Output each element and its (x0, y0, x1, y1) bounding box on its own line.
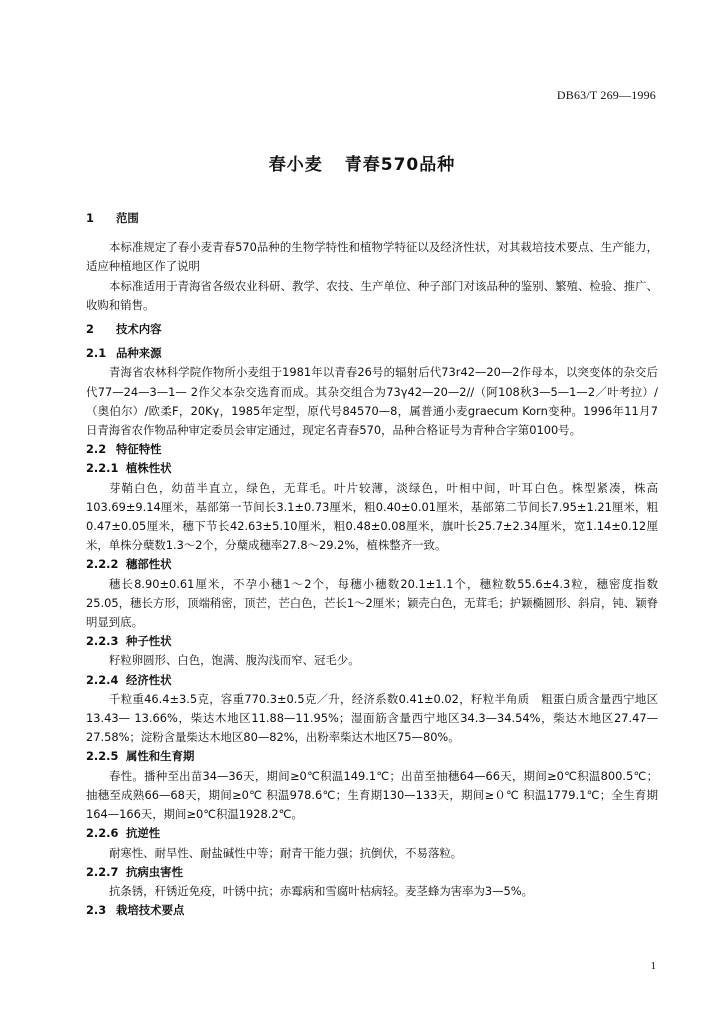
section-2-2-3-heading (86, 632, 658, 651)
section-2-2-5-heading (86, 747, 658, 766)
section-number: 2.2.6 (86, 826, 119, 841)
section-number: 2 (86, 322, 94, 337)
seed-traits-paragraph: 籽粒卵圆形、白色，饱满、腹沟浅而窄、冠毛少。 (109, 653, 360, 668)
section-2-2-2-heading (86, 555, 658, 574)
section-title: 抗病虫害性 (126, 864, 183, 879)
section-number: 2.2.4 (86, 672, 119, 687)
page-number: 1 (650, 960, 656, 972)
section-2-3-heading (86, 901, 658, 920)
stress-resistance-paragraph: 耐寒性、耐旱性、耐盐碱性中等；耐青干能力强；抗倒伏，不易落粒。 (109, 845, 463, 860)
scope-paragraph-2: 本标准适用于青海省各级农业科研、教学、农技、生产单位、种子部门对该品种的鉴别、繁殖、检验、推广、收购和销售。 (86, 278, 658, 312)
section-title: 范围 (116, 211, 139, 225)
section-title: 经济性状 (126, 672, 172, 687)
section-number: 2.2.5 (86, 749, 119, 764)
section-number: 2.2.7 (86, 864, 119, 879)
origin-paragraph: 青海省农林科学院作物所小麦组于1981年以青春26号的辐射后代73r42—20—2作母本，以突变体的杂交后代77—24—3—1— 2作父本杂交选育而成。其杂交组合为73γ42—20—2//（阿108秋3—5—1—2／叶考拉）/（奥伯尔）/欧柔F，20Kγ，1985年定型，原代号84570—8，属普通小麦graecum Korn变种。1996年11月7日青海省农作物品种审定委员会审定通过，现定名青春570，品种合格证号为青种合字第0100号。 (86, 365, 658, 438)
section-title: 栽培技术要点 (116, 903, 185, 918)
scope-paragraph-1: 本标准规定了春小麦青春570品种的生物学特性和植物学特征以及经济性状，对其栽培技术要点、生产能力，适应种植地区作了说明 (86, 240, 658, 274)
spike-traits-paragraph: 穗长8.90±0.61厘米，不孕小穗1～2个，每穗小穗数20.1±1.1个，穗粒数55.6±4.3粒，穗密度指数25.05，穗长方形，顶端稍密，顶芒，芒白色，芒长1～2厘米；颖壳白色，无茸毛；护颖椭圆形、斜肩，钝、颖脊明显到底。 (86, 576, 658, 630)
section-number: 2.2.3 (86, 634, 119, 649)
section-number: 2.2 (86, 442, 107, 457)
section-title: 穗部性状 (126, 557, 172, 572)
section-number: 2.2.1 (86, 461, 119, 476)
section-title: 技术内容 (116, 322, 162, 337)
section-1-heading (86, 209, 658, 228)
section-title: 品种来源 (116, 346, 162, 361)
section-number: 2.2.2 (86, 557, 119, 572)
section-2-2-4-heading (86, 671, 658, 690)
section-2-1-heading (86, 344, 658, 363)
section-2-heading (86, 320, 658, 339)
document-body (86, 209, 658, 920)
section-title: 特征特性 (116, 442, 162, 457)
section-title: 种子性状 (126, 634, 172, 649)
standard-code: DB63/T 269—1996 (556, 88, 656, 102)
section-title: 抗逆性 (126, 826, 161, 841)
section-number: 2.3 (86, 903, 107, 918)
document-title (0, 150, 724, 175)
section-2-2-heading (86, 440, 658, 459)
growth-period-paragraph: 春性。播种至出苗34—36天，期间≥0℃积温149.1℃；出苗至抽穗64—66天，期间≥0℃积温800.5℃；抽穗至成熟66—68天，期间≥0℃ 积温978.6℃；生育期130—133天，期间≥０℃ 积温1779.1℃；全生育期164—166天，期间≥0℃积温1928.2℃。 (86, 768, 658, 822)
section-number: 1 (86, 211, 94, 225)
economic-traits-paragraph: 千粒重46.4±3.5克，容重770.3±0.5克／升，经济系数0.41±0.02，籽粒半角质 粗蛋白质含量西宁地区13.43— 13.66%，柴达木地区11.88—11.95%；湿面筋含量西宁地区34.3—34.54%，柴达木地区27.47—27.58%；淀粉含量柴达木地区80—82%，出粉率柴达木地区75—80%。 (86, 691, 658, 745)
section-title: 属性和生育期 (126, 749, 195, 764)
title-crop: 春小麦 (268, 155, 323, 175)
section-2-2-7-heading (86, 863, 658, 882)
disease-resistance-paragraph: 抗条锈，秆锈近免疫，叶锈中抗；赤霉病和雪腐叶枯病轻。麦茎蜂为害率为3—5%。 (109, 883, 533, 898)
section-number: 2.1 (86, 346, 107, 361)
plant-traits-paragraph: 芽鞘白色，幼苗半直立，绿色，无茸毛。叶片较薄，淡绿色，叶相中间，叶耳白色。株型紧凑，株高103.69±9.14厘米，基部第一节间长3.1±0.73厘米，粗0.40±0.01厘米，基部第二节间长7.95±1.21厘米，粗0.47±0.05厘米，穗下节长42.63±5.10厘米，粗0.48±0.08厘米，旗叶长25.7±2.34厘米，宽1.14±0.12厘米，单株分蘖数1.3～2个，分蘖成穗率27.8～29.2%，植株整齐一致。 (86, 480, 658, 553)
section-title: 植株性状 (126, 461, 172, 476)
title-variety: 青春570品种 (344, 155, 456, 175)
section-2-2-6-heading (86, 824, 658, 843)
section-2-2-1-heading (86, 459, 658, 478)
